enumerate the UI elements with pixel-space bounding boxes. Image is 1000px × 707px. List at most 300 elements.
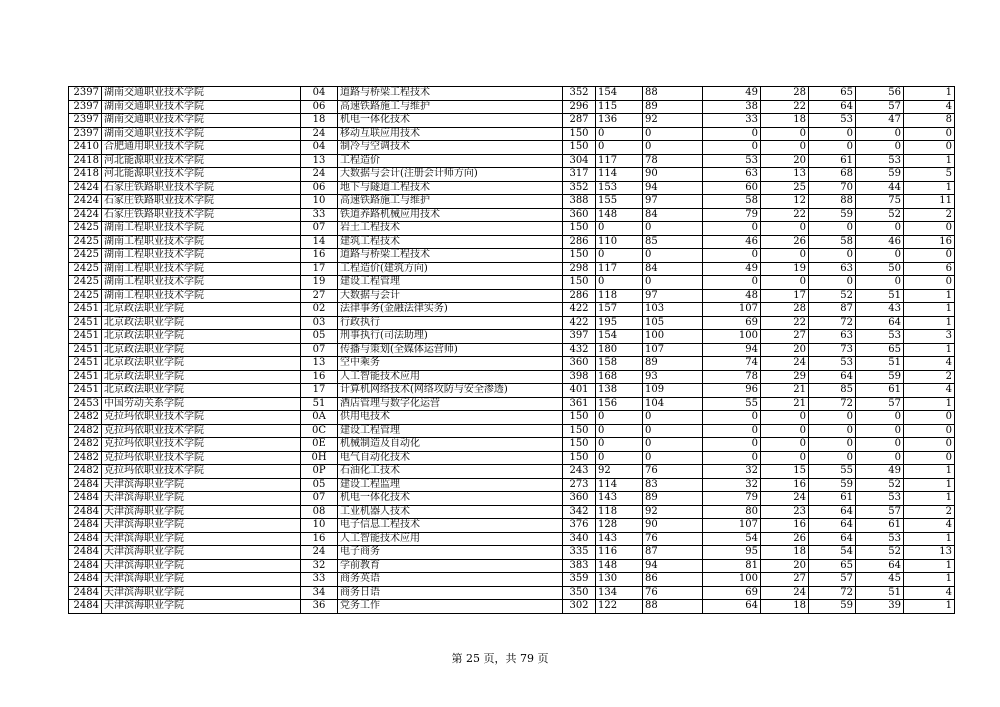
cell-count: 0 [904,411,955,425]
cell-score-e: 61 [809,154,856,168]
cell-score-c: 0 [703,127,761,141]
cell-major-code: 04 [301,141,338,155]
cell-school-code: 2484 [69,586,102,600]
cell-score-f: 51 [856,289,904,303]
cell-score-b: 89 [643,492,703,506]
cell-score-total: 401 [563,384,596,398]
cell-count: 2 [904,370,955,384]
cell-score-f: 52 [856,546,904,560]
cell-score-total: 360 [563,208,596,222]
cell-count: 11 [904,195,955,209]
cell-score-f: 39 [856,600,904,614]
table-row [69,100,955,114]
cell-school-code: 2482 [69,424,102,438]
cell-score-total: 243 [563,465,596,479]
cell-count: 8 [904,114,955,128]
cell-score-b: 0 [643,411,703,425]
cell-score-b: 78 [643,154,703,168]
cell-score-e: 54 [809,546,856,560]
cell-score-a: 117 [596,154,643,168]
cell-school-name: 克拉玛依职业技术学院 [102,438,301,452]
cell-score-c: 32 [703,465,761,479]
cell-count: 1 [904,478,955,492]
cell-score-b: 100 [643,330,703,344]
cell-score-d: 22 [761,316,809,330]
cell-score-b: 88 [643,600,703,614]
cell-score-total: 422 [563,316,596,330]
cell-score-b: 88 [643,87,703,101]
cell-major-name: 行政执行 [338,316,563,330]
cell-major-code: 16 [301,532,338,546]
cell-score-f: 57 [856,505,904,519]
cell-major-name: 工程造价(建筑方向) [338,262,563,276]
cell-major-code: 24 [301,127,338,141]
cell-major-code: 0C [301,424,338,438]
cell-score-e: 59 [809,600,856,614]
cell-score-c: 60 [703,181,761,195]
cell-score-b: 109 [643,384,703,398]
cell-score-total: 398 [563,370,596,384]
cell-score-f: 53 [856,154,904,168]
cell-school-code: 2425 [69,249,102,263]
cell-major-code: 10 [301,519,338,533]
table-row [69,424,955,438]
cell-major-name: 电子信息工程技术 [338,519,563,533]
cell-score-c: 107 [703,519,761,533]
cell-score-total: 150 [563,249,596,263]
table-row [69,573,955,587]
cell-score-e: 72 [809,316,856,330]
cell-school-name: 湖南工程职业技术学院 [102,235,301,249]
cell-score-b: 90 [643,519,703,533]
cell-score-f: 0 [856,141,904,155]
cell-score-total: 298 [563,262,596,276]
table-row [69,262,955,276]
table-row [69,208,955,222]
cell-major-code: 24 [301,546,338,560]
cell-count: 16 [904,235,955,249]
cell-score-e: 70 [809,181,856,195]
cell-major-code: 24 [301,168,338,182]
cell-school-code: 2451 [69,384,102,398]
cell-count: 1 [904,600,955,614]
cell-major-name: 铁道养路机械应用技术 [338,208,563,222]
cell-school-code: 2451 [69,370,102,384]
cell-major-name: 岩土工程技术 [338,222,563,236]
cell-school-code: 2425 [69,235,102,249]
cell-school-name: 北京政法职业学院 [102,357,301,371]
cell-score-b: 92 [643,505,703,519]
cell-major-code: 06 [301,100,338,114]
cell-score-a: 154 [596,330,643,344]
cell-score-f: 53 [856,330,904,344]
cell-school-code: 2453 [69,397,102,411]
table-row [69,330,955,344]
cell-score-d: 12 [761,195,809,209]
cell-school-code: 2484 [69,492,102,506]
cell-major-code: 07 [301,492,338,506]
table-row [69,127,955,141]
cell-school-name: 湖南工程职业技术学院 [102,222,301,236]
cell-score-a: 157 [596,303,643,317]
cell-score-a: 130 [596,573,643,587]
cell-score-total: 150 [563,451,596,465]
cell-major-name: 供用电技术 [338,411,563,425]
cell-score-b: 76 [643,532,703,546]
cell-major-code: 0E [301,438,338,452]
cell-count: 1 [904,181,955,195]
cell-score-total: 150 [563,411,596,425]
table-row [69,438,955,452]
cell-count: 1 [904,343,955,357]
cell-score-b: 104 [643,397,703,411]
cell-score-e: 68 [809,168,856,182]
cell-score-f: 45 [856,573,904,587]
cell-school-code: 2482 [69,451,102,465]
cell-score-a: 138 [596,384,643,398]
cell-score-c: 64 [703,600,761,614]
cell-score-c: 48 [703,289,761,303]
cell-score-f: 47 [856,114,904,128]
cell-school-name: 北京政法职业学院 [102,370,301,384]
cell-score-c: 95 [703,546,761,560]
cell-score-d: 20 [761,343,809,357]
cell-score-e: 0 [809,222,856,236]
cell-score-f: 51 [856,357,904,371]
cell-score-c: 100 [703,330,761,344]
cell-score-total: 304 [563,154,596,168]
cell-score-a: 122 [596,600,643,614]
cell-score-a: 155 [596,195,643,209]
table-row [69,168,955,182]
cell-school-name: 石家庄铁路职业技术学院 [102,195,301,209]
cell-score-f: 50 [856,262,904,276]
cell-major-code: 34 [301,586,338,600]
table-row [69,87,955,101]
cell-school-name: 克拉玛依职业技术学院 [102,411,301,425]
cell-score-total: 286 [563,235,596,249]
cell-count: 1 [904,289,955,303]
cell-score-a: 0 [596,438,643,452]
cell-score-f: 64 [856,316,904,330]
cell-school-code: 2451 [69,330,102,344]
cell-score-c: 38 [703,100,761,114]
cell-score-c: 80 [703,505,761,519]
cell-major-code: 0H [301,451,338,465]
cell-school-name: 河北能源职业技术学院 [102,154,301,168]
cell-major-name: 机电一体化技术 [338,114,563,128]
cell-score-b: 94 [643,181,703,195]
cell-score-d: 24 [761,586,809,600]
cell-count: 4 [904,100,955,114]
cell-score-b: 0 [643,451,703,465]
cell-school-code: 2484 [69,600,102,614]
cell-score-e: 0 [809,451,856,465]
cell-major-code: 14 [301,235,338,249]
cell-count: 1 [904,303,955,317]
cell-major-name: 人工智能技术应用 [338,532,563,546]
cell-score-e: 0 [809,411,856,425]
cell-score-b: 84 [643,262,703,276]
cell-score-d: 25 [761,181,809,195]
cell-score-d: 26 [761,532,809,546]
cell-score-b: 94 [643,559,703,573]
cell-score-c: 33 [703,114,761,128]
cell-score-d: 27 [761,330,809,344]
cell-score-e: 73 [809,343,856,357]
cell-score-f: 0 [856,276,904,290]
cell-score-d: 22 [761,208,809,222]
cell-school-name: 天津滨海职业学院 [102,478,301,492]
cell-school-name: 天津滨海职业学院 [102,505,301,519]
cell-score-f: 56 [856,87,904,101]
cell-score-b: 76 [643,586,703,600]
cell-score-total: 342 [563,505,596,519]
cell-school-code: 2418 [69,168,102,182]
cell-score-d: 28 [761,87,809,101]
cell-score-a: 92 [596,465,643,479]
cell-score-a: 0 [596,127,643,141]
cell-school-code: 2484 [69,478,102,492]
cell-score-f: 61 [856,384,904,398]
cell-major-code: 06 [301,181,338,195]
cell-score-c: 74 [703,357,761,371]
cell-score-f: 64 [856,559,904,573]
cell-score-total: 296 [563,100,596,114]
cell-score-e: 0 [809,438,856,452]
cell-major-code: 27 [301,289,338,303]
cell-score-f: 0 [856,411,904,425]
cell-score-total: 302 [563,600,596,614]
cell-major-code: 33 [301,208,338,222]
cell-score-a: 158 [596,357,643,371]
cell-score-b: 0 [643,127,703,141]
cell-major-name: 党务工作 [338,600,563,614]
cell-school-name: 天津滨海职业学院 [102,546,301,560]
cell-major-code: 16 [301,249,338,263]
cell-score-e: 64 [809,519,856,533]
cell-major-name: 机械制造及自动化 [338,438,563,452]
cell-major-name: 道路与桥梁工程技术 [338,249,563,263]
cell-school-name: 合肥通用职业技术学院 [102,141,301,155]
cell-count: 5 [904,168,955,182]
cell-score-total: 397 [563,330,596,344]
cell-score-total: 150 [563,438,596,452]
cell-score-c: 79 [703,492,761,506]
cell-count: 0 [904,141,955,155]
cell-count: 1 [904,573,955,587]
cell-school-name: 石家庄铁路职业技术学院 [102,208,301,222]
cell-major-name: 人工智能技术应用 [338,370,563,384]
cell-major-name: 大数据与会计 [338,289,563,303]
cell-school-code: 2425 [69,262,102,276]
cell-school-name: 湖南交通职业技术学院 [102,87,301,101]
cell-score-d: 27 [761,573,809,587]
cell-score-a: 180 [596,343,643,357]
table-row [69,519,955,533]
cell-count: 0 [904,222,955,236]
cell-score-d: 0 [761,276,809,290]
cell-score-total: 376 [563,519,596,533]
cell-school-code: 2484 [69,532,102,546]
cell-score-a: 148 [596,559,643,573]
cell-major-code: 05 [301,478,338,492]
cell-count: 13 [904,546,955,560]
cell-score-d: 21 [761,397,809,411]
cell-count: 3 [904,330,955,344]
cell-score-b: 83 [643,478,703,492]
cell-school-name: 克拉玛依职业技术学院 [102,424,301,438]
cell-score-d: 20 [761,154,809,168]
cell-score-e: 59 [809,478,856,492]
cell-score-e: 65 [809,559,856,573]
table-row [69,451,955,465]
cell-score-d: 0 [761,451,809,465]
cell-count: 1 [904,559,955,573]
cell-count: 1 [904,465,955,479]
table-row [69,411,955,425]
cell-score-c: 79 [703,208,761,222]
cell-major-code: 51 [301,397,338,411]
cell-score-d: 20 [761,559,809,573]
cell-major-code: 13 [301,357,338,371]
cell-score-total: 150 [563,222,596,236]
cell-score-b: 84 [643,208,703,222]
cell-score-total: 317 [563,168,596,182]
cell-score-d: 26 [761,235,809,249]
cell-score-c: 94 [703,343,761,357]
cell-school-name: 天津滨海职业学院 [102,573,301,587]
cell-score-a: 0 [596,276,643,290]
cell-school-code: 2424 [69,208,102,222]
cell-score-b: 105 [643,316,703,330]
cell-score-c: 49 [703,262,761,276]
cell-school-code: 2425 [69,222,102,236]
cell-school-name: 克拉玛依职业技术学院 [102,465,301,479]
cell-major-name: 商务日语 [338,586,563,600]
cell-school-name: 湖南工程职业技术学院 [102,276,301,290]
cell-score-d: 0 [761,127,809,141]
cell-score-e: 65 [809,87,856,101]
cell-major-code: 07 [301,222,338,236]
cell-score-e: 63 [809,262,856,276]
cell-school-name: 湖南交通职业技术学院 [102,100,301,114]
cell-score-a: 148 [596,208,643,222]
cell-major-name: 高速铁路施工与维护 [338,100,563,114]
cell-score-d: 13 [761,168,809,182]
cell-major-code: 04 [301,87,338,101]
cell-major-code: 18 [301,114,338,128]
cell-score-a: 117 [596,262,643,276]
cell-score-b: 85 [643,235,703,249]
cell-score-total: 287 [563,114,596,128]
cell-major-code: 05 [301,330,338,344]
cell-count: 6 [904,262,955,276]
cell-score-f: 53 [856,532,904,546]
cell-score-total: 352 [563,181,596,195]
cell-score-a: 0 [596,141,643,155]
cell-score-b: 89 [643,357,703,371]
cell-score-f: 51 [856,586,904,600]
cell-school-code: 2482 [69,411,102,425]
cell-score-f: 49 [856,465,904,479]
cell-score-a: 136 [596,114,643,128]
cell-school-code: 2397 [69,114,102,128]
cell-score-a: 128 [596,519,643,533]
cell-score-e: 0 [809,141,856,155]
cell-school-name: 湖南工程职业技术学院 [102,289,301,303]
cell-school-name: 天津滨海职业学院 [102,532,301,546]
cell-count: 4 [904,519,955,533]
cell-score-c: 55 [703,397,761,411]
cell-school-code: 2451 [69,357,102,371]
cell-score-c: 107 [703,303,761,317]
table-row [69,532,955,546]
cell-school-code: 2418 [69,154,102,168]
cell-score-e: 64 [809,100,856,114]
cell-major-code: 19 [301,276,338,290]
cell-score-f: 57 [856,397,904,411]
cell-score-b: 0 [643,424,703,438]
cell-score-e: 85 [809,384,856,398]
cell-score-c: 0 [703,411,761,425]
cell-school-code: 2425 [69,276,102,290]
cell-score-total: 361 [563,397,596,411]
cell-score-c: 32 [703,478,761,492]
cell-score-a: 134 [596,586,643,600]
cell-score-b: 0 [643,141,703,155]
cell-score-b: 90 [643,168,703,182]
cell-score-a: 154 [596,87,643,101]
cell-major-name: 石油化工技术 [338,465,563,479]
page-footer: 第 25 页，共 79 页 [451,652,549,665]
table-row [69,195,955,209]
cell-school-name: 克拉玛依职业技术学院 [102,451,301,465]
cell-score-e: 59 [809,208,856,222]
cell-score-c: 78 [703,370,761,384]
cell-major-name: 移动互联应用技术 [338,127,563,141]
cell-score-a: 118 [596,505,643,519]
cell-major-name: 工业机器人技术 [338,505,563,519]
cell-score-e: 61 [809,492,856,506]
cell-school-code: 2484 [69,546,102,560]
cell-score-total: 286 [563,289,596,303]
table-row [69,505,955,519]
cell-score-a: 115 [596,100,643,114]
cell-score-e: 55 [809,465,856,479]
cell-score-d: 0 [761,424,809,438]
cell-score-a: 143 [596,492,643,506]
table-row [69,600,955,614]
cell-score-b: 89 [643,100,703,114]
table-row [69,303,955,317]
table-row [69,343,955,357]
cell-score-c: 0 [703,249,761,263]
cell-major-code: 03 [301,316,338,330]
cell-score-f: 59 [856,168,904,182]
table-row [69,276,955,290]
cell-score-f: 52 [856,208,904,222]
cell-score-b: 0 [643,276,703,290]
cell-score-c: 0 [703,276,761,290]
cell-score-c: 0 [703,424,761,438]
cell-score-a: 168 [596,370,643,384]
cell-major-name: 建设工程管理 [338,276,563,290]
cell-score-total: 360 [563,357,596,371]
cell-score-b: 107 [643,343,703,357]
cell-score-f: 57 [856,100,904,114]
cell-school-name: 北京政法职业学院 [102,316,301,330]
